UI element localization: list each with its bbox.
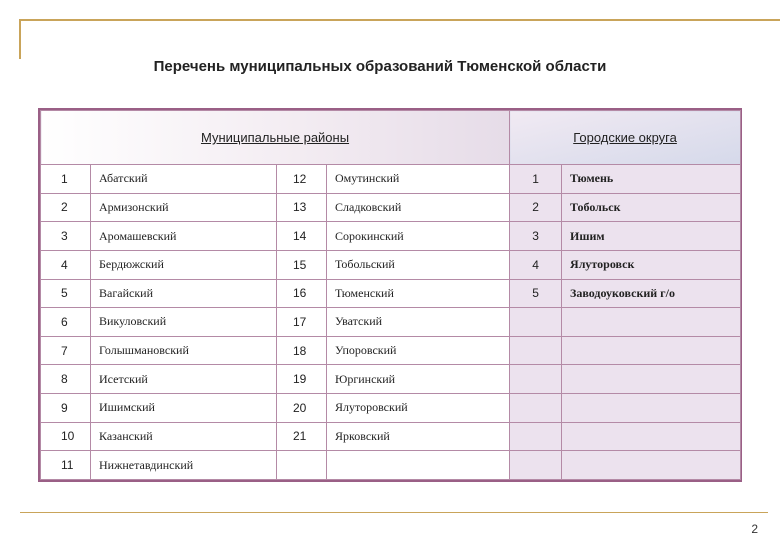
district-name: Омутинский (327, 165, 510, 194)
district-number: 8 (41, 365, 91, 394)
urban-district-name (562, 422, 741, 451)
district-name (327, 451, 510, 480)
district-number: 12 (277, 165, 327, 194)
district-name: Сладковский (327, 193, 510, 222)
header-urban-districts: Городские округа (510, 111, 741, 165)
urban-district-name: Заводоуковский г/о (562, 279, 741, 308)
district-name: Сорокинский (327, 222, 510, 251)
urban-district-number (510, 336, 562, 365)
table-row (41, 365, 741, 394)
urban-district-name (562, 365, 741, 394)
district-number: 20 (277, 394, 327, 423)
urban-district-number (510, 308, 562, 337)
district-name: Казанский (91, 422, 277, 451)
district-name: Исетский (91, 365, 277, 394)
district-number: 10 (41, 422, 91, 451)
district-number: 9 (41, 394, 91, 423)
urban-district-number: 5 (510, 279, 562, 308)
municipalities-table (38, 108, 742, 482)
table-row (41, 165, 741, 194)
district-name: Упоровский (327, 336, 510, 365)
urban-district-number (510, 394, 562, 423)
district-number: 6 (41, 308, 91, 337)
district-number: 13 (277, 193, 327, 222)
district-name: Викуловский (91, 308, 277, 337)
table-row (41, 279, 741, 308)
page-number: 2 (751, 522, 758, 536)
urban-district-number (510, 365, 562, 394)
district-number: 19 (277, 365, 327, 394)
urban-district-number: 2 (510, 193, 562, 222)
table-row (41, 308, 741, 337)
district-number: 16 (277, 279, 327, 308)
district-name: Тобольский (327, 250, 510, 279)
district-name: Вагайский (91, 279, 277, 308)
urban-district-number (510, 422, 562, 451)
district-number: 17 (277, 308, 327, 337)
district-number: 15 (277, 250, 327, 279)
table-row (41, 193, 741, 222)
urban-district-name (562, 394, 741, 423)
district-number: 4 (41, 250, 91, 279)
urban-district-number (510, 451, 562, 480)
district-name: Голышмановский (91, 336, 277, 365)
table-row (41, 394, 741, 423)
district-number: 11 (41, 451, 91, 480)
header-municipal-districts: Муниципальные районы (41, 111, 510, 165)
district-name: Уватский (327, 308, 510, 337)
urban-district-name (562, 336, 741, 365)
decorative-bottom-line (20, 512, 768, 513)
district-number: 2 (41, 193, 91, 222)
urban-district-name: Тюмень (562, 165, 741, 194)
table-row (41, 451, 741, 480)
urban-district-name (562, 451, 741, 480)
district-number: 7 (41, 336, 91, 365)
urban-district-number: 3 (510, 222, 562, 251)
district-number: 14 (277, 222, 327, 251)
decorative-corner-line-vertical (19, 19, 21, 59)
district-name: Нижнетавдинский (91, 451, 277, 480)
district-number: 3 (41, 222, 91, 251)
district-number (277, 451, 327, 480)
district-name: Аромашевский (91, 222, 277, 251)
district-name: Тюменский (327, 279, 510, 308)
urban-district-number: 4 (510, 250, 562, 279)
urban-district-name: Тобольск (562, 193, 741, 222)
decorative-top-line (19, 19, 780, 21)
district-number: 21 (277, 422, 327, 451)
district-name: Абатский (91, 165, 277, 194)
district-name: Армизонский (91, 193, 277, 222)
district-name: Юргинский (327, 365, 510, 394)
urban-district-name (562, 308, 741, 337)
district-name: Ялуторовский (327, 394, 510, 423)
table-row (41, 250, 741, 279)
district-name: Бердюжский (91, 250, 277, 279)
district-number: 5 (41, 279, 91, 308)
table-header-row (41, 111, 741, 165)
urban-district-name: Ишим (562, 222, 741, 251)
district-name: Ярковский (327, 422, 510, 451)
district-name: Ишимский (91, 394, 277, 423)
urban-district-name: Ялуторовск (562, 250, 741, 279)
district-number: 18 (277, 336, 327, 365)
district-number: 1 (41, 165, 91, 194)
table-row (41, 336, 741, 365)
table-row (41, 422, 741, 451)
page-title: Перечень муниципальных образований Тюменской области (153, 58, 607, 75)
table-row (41, 222, 741, 251)
urban-district-number: 1 (510, 165, 562, 194)
